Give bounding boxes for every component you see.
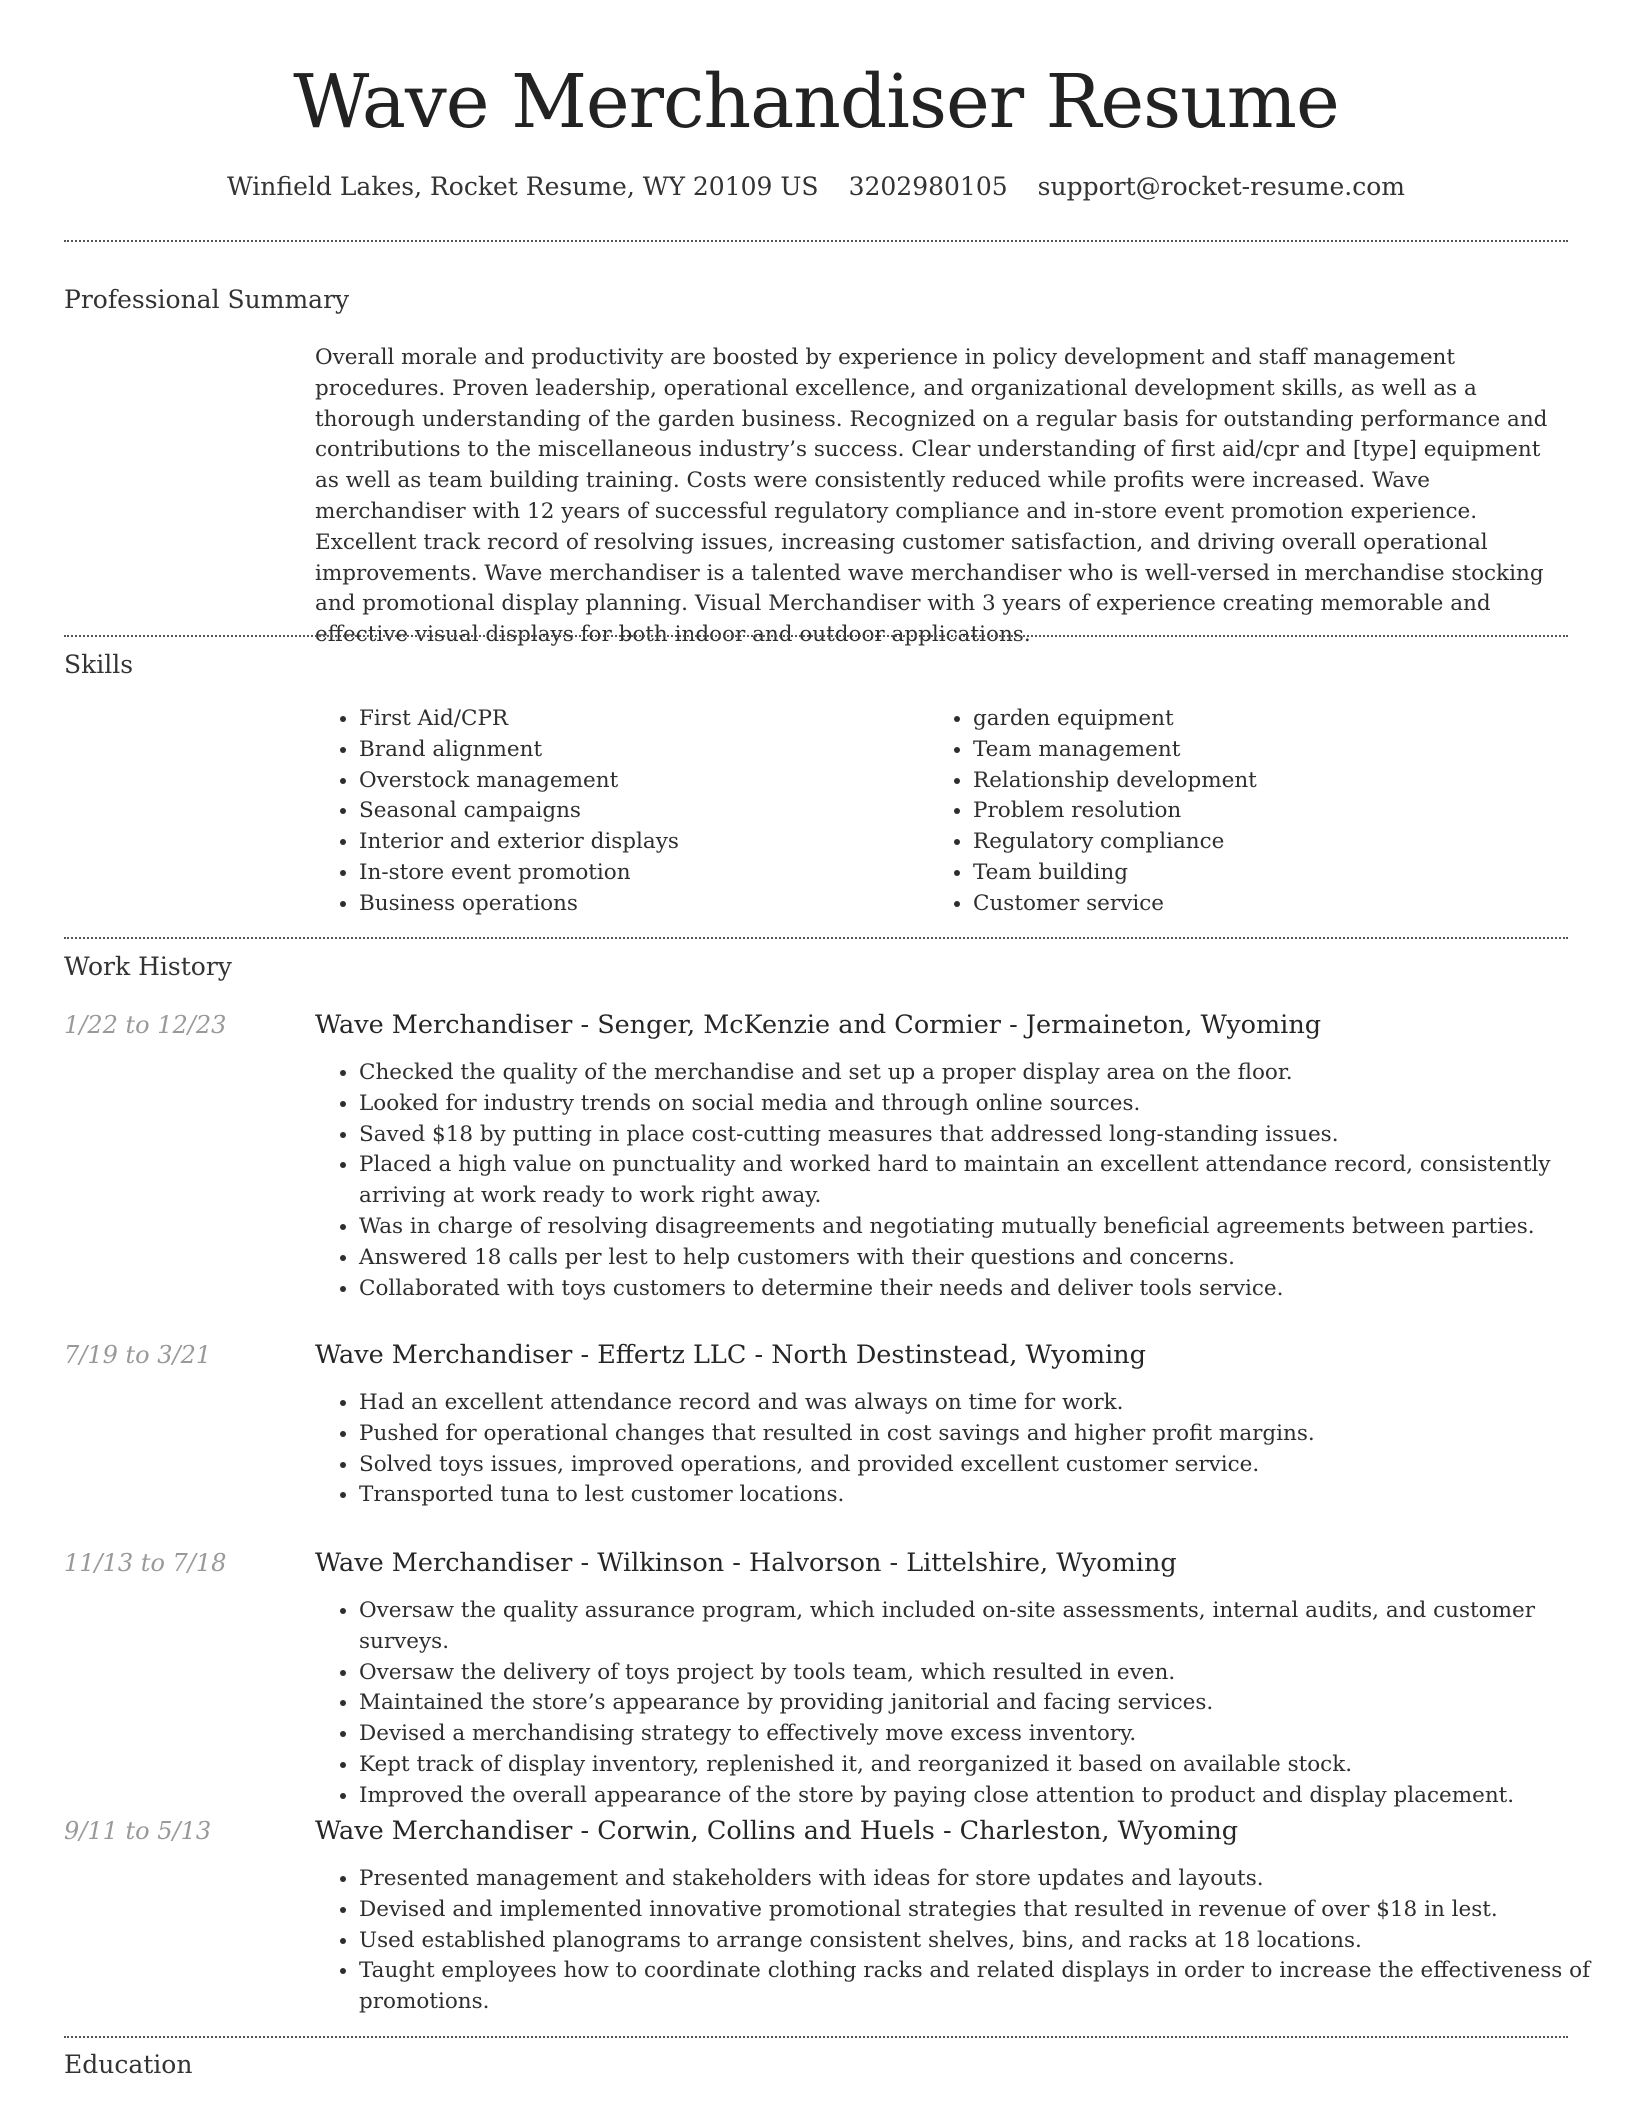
job-bullet: • Taught employees how to coordinate clothing racks and related displays in order to increase the effectiveness of promotions. xyxy=(359,1956,1609,2018)
contact-phone: 3202980105 xyxy=(848,172,1008,201)
job-dates: 9/11 to 5/13 xyxy=(64,1817,212,1845)
job-title: Wave Merchandiser - Effertz LLC - North Destinstead, Wyoming xyxy=(315,1340,1146,1370)
skill-item: • Team building xyxy=(973,858,1573,889)
contact-email[interactable]: support@rocket-resume.com xyxy=(1037,172,1405,201)
job-bullet: • Answered 18 calls per lest to help customers with their questions and concerns. xyxy=(359,1243,1609,1274)
divider xyxy=(64,937,1568,939)
contact-address: Winfield Lakes, Rocket Resume, WY 20109 US xyxy=(227,172,819,201)
skill-item: • Regulatory compliance xyxy=(973,827,1573,858)
skill-item: • Interior and exterior displays xyxy=(359,827,919,858)
resume-title: Wave Merchandiser Resume xyxy=(293,59,1339,145)
skill-item: • Business operations xyxy=(359,889,919,920)
job-bullet: • Transported tuna to lest customer locations. xyxy=(359,1480,1609,1511)
divider xyxy=(64,635,1568,637)
job-bullets xyxy=(315,1388,1609,1511)
job-title: Wave Merchandiser - Wilkinson - Halvorson - Littelshire, Wyoming xyxy=(315,1548,1177,1578)
divider xyxy=(64,2036,1568,2038)
job-bullet: • Improved the overall appearance of the store by paying close attention to product and display placement. xyxy=(359,1781,1609,1812)
skill-item: • Problem resolution xyxy=(973,796,1573,827)
job-bullet: • Looked for industry trends on social media and through online sources. xyxy=(359,1089,1609,1120)
skill-item: • In-store event promotion xyxy=(359,858,919,889)
job-bullet: • Checked the quality of the merchandise and set up a proper display area on the floor. xyxy=(359,1058,1609,1089)
job-bullet: • Oversaw the quality assurance program, which included on-site assessments, internal audits, and customer surveys. xyxy=(359,1596,1609,1658)
summary-text: Overall morale and productivity are boosted by experience in policy development and staff management procedures. Proven leadership, operational excellence, and organizational development skills, as well as a thorough understanding of the garden business. Recognized on a regular basis for outstanding performance and contributions to the miscellaneous industry’s success. Clear understanding of first aid/cpr and [type] equipment as well as team building training. Costs were consistently reduced while profits were increased. Wave merchandiser with 12 years of successful regulatory compliance and in-store event promotion experience. Excellent track record of resolving issues, increasing customer satisfaction, and driving overall operational improvements. Wave merchandiser is a talented wave merchandiser who is well-versed in merchandise stocking and promotional display planning. Visual Merchandiser with 3 years of experience creating memorable and effective visual displays for both indoor and outdoor applications. xyxy=(315,345,1548,648)
skill-item: • Relationship development xyxy=(973,766,1573,797)
job-bullet: • Pushed for operational changes that resulted in cost savings and higher profit margins. xyxy=(359,1419,1609,1450)
job-dates: 1/22 to 12/23 xyxy=(64,1011,227,1039)
job-bullet: • Saved $18 by putting in place cost-cutting measures that addressed long-standing issues. xyxy=(359,1120,1609,1151)
section-title-education: Education xyxy=(64,2050,193,2079)
section-title-skills: Skills xyxy=(64,650,134,679)
job-bullet: • Devised and implemented innovative promotional strategies that resulted in revenue of over $18 in lest. xyxy=(359,1895,1609,1926)
job-bullet: • Had an excellent attendance record and was always on time for work. xyxy=(359,1388,1609,1419)
job-bullet: • Collaborated with toys customers to determine their needs and deliver tools service. xyxy=(359,1274,1609,1305)
contact-line xyxy=(0,170,1632,204)
job-bullets xyxy=(315,1596,1609,1812)
skill-item: • Overstock management xyxy=(359,766,919,797)
job-bullet: • Kept track of display inventory, replenished it, and reorganized it based on available stock. xyxy=(359,1750,1609,1781)
skill-item: • Team management xyxy=(973,735,1573,766)
job-bullet: • Solved toys issues, improved operations, and provided excellent customer service. xyxy=(359,1450,1609,1481)
job-bullet: • Placed a high value on punctuality and worked hard to maintain an excellent attendance record, consistently arriving at work ready to work right away. xyxy=(359,1150,1609,1212)
job-bullet: • Was in charge of resolving disagreements and negotiating mutually beneficial agreements between parties. xyxy=(359,1212,1609,1243)
job-title: Wave Merchandiser - Corwin, Collins and Huels - Charleston, Wyoming xyxy=(315,1816,1239,1846)
job-dates: 7/19 to 3/21 xyxy=(64,1341,212,1369)
skill-item: • Seasonal campaigns xyxy=(359,796,919,827)
skills-list-left xyxy=(315,704,919,920)
skill-item: • Brand alignment xyxy=(359,735,919,766)
skill-item: • garden equipment xyxy=(973,704,1573,735)
job-dates: 11/13 to 7/18 xyxy=(64,1549,227,1577)
job-bullet: • Used established planograms to arrange consistent shelves, bins, and racks at 18 locations. xyxy=(359,1926,1609,1957)
job-bullet: • Oversaw the delivery of toys project by tools team, which resulted in even. xyxy=(359,1658,1609,1689)
job-bullets xyxy=(315,1864,1609,2018)
job-bullet: • Maintained the store’s appearance by providing janitorial and facing services. xyxy=(359,1688,1609,1719)
job-bullets xyxy=(315,1058,1609,1304)
divider xyxy=(64,240,1568,242)
skill-item: • First Aid/CPR xyxy=(359,704,919,735)
section-title-summary: Professional Summary xyxy=(64,285,350,314)
job-bullet: • Devised a merchandising strategy to effectively move excess inventory. xyxy=(359,1719,1609,1750)
job-title: Wave Merchandiser - Senger, McKenzie and Cormier - Jermaineton, Wyoming xyxy=(315,1010,1322,1040)
job-bullet: • Presented management and stakeholders with ideas for store updates and layouts. xyxy=(359,1864,1609,1895)
skill-item: • Customer service xyxy=(973,889,1573,920)
skills-list-right xyxy=(929,704,1573,920)
section-title-work-history: Work History xyxy=(64,952,232,981)
